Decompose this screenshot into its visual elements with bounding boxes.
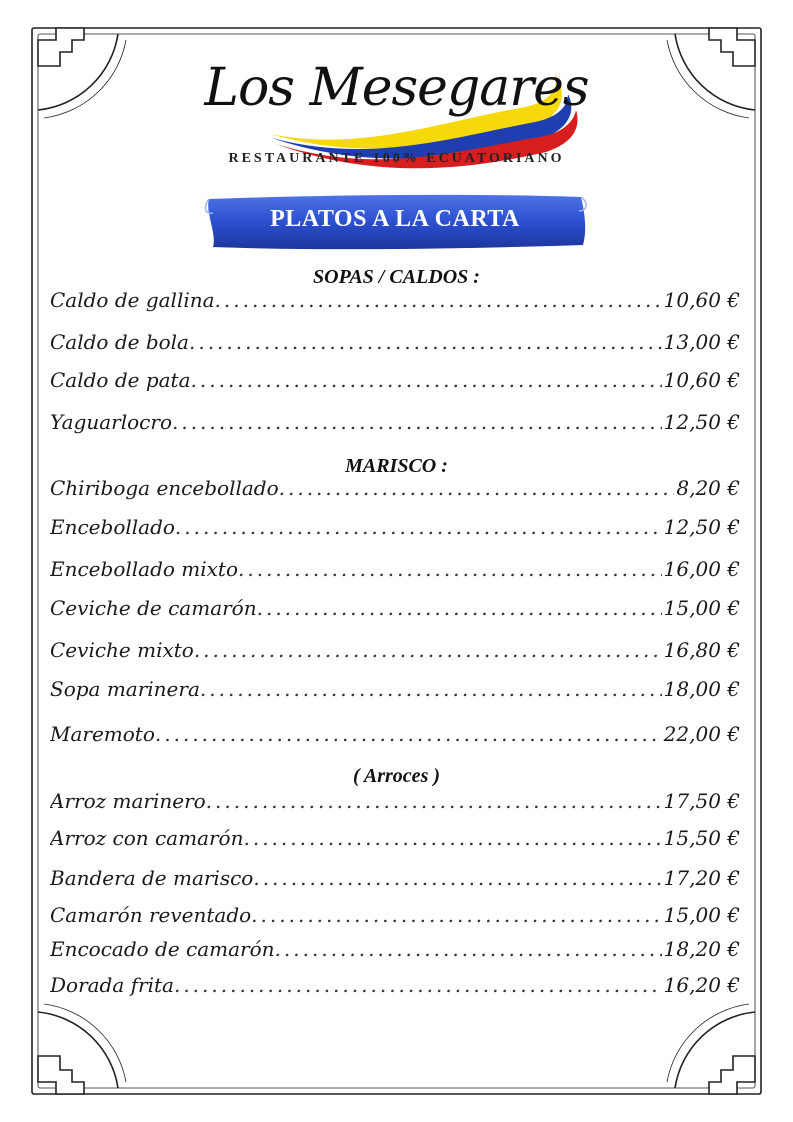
menu-item <box>50 937 740 969</box>
menu-item <box>50 722 740 754</box>
menu-item-name: Encebollado <box>50 515 175 539</box>
menu-item-price: 12,50 € <box>663 515 740 539</box>
menu-item-name: Encebollado mixto <box>50 557 238 581</box>
menu-item-name: Encocado de camarón <box>50 937 275 961</box>
menu-item <box>50 515 740 547</box>
menu-item-name: Chiriboga encebollado <box>50 476 279 500</box>
menu-item <box>50 677 740 709</box>
menu-item <box>50 368 740 400</box>
menu-item-name: Caldo de bola <box>50 330 189 354</box>
menu-item-price: 17,20 € <box>663 866 740 890</box>
menu-item-price: 17,50 € <box>663 789 740 813</box>
menu-item-price: 16,80 € <box>663 638 740 662</box>
menu-item-price: 12,50 € <box>663 410 740 434</box>
menu-item-name: Bandera de marisco <box>50 866 254 890</box>
section-title-arroces: ( Arroces ) <box>352 765 441 787</box>
menu-item-name: Yaguarlocro <box>50 410 172 434</box>
menu-item-price: 15,50 € <box>663 826 740 850</box>
menu-item-price: 15,00 € <box>663 903 740 927</box>
menu-item <box>50 288 740 320</box>
menu-item-price: 13,00 € <box>663 330 740 354</box>
menu-item-price: 8,20 € <box>676 476 740 500</box>
section-title-sopas: SOPAS / CALDOS : <box>313 266 480 288</box>
menu-item-name: Arroz marinero <box>50 789 206 813</box>
section-title-marisco: MARISCO : <box>345 455 448 477</box>
menu-item-price: 18,20 € <box>663 937 740 961</box>
menu-item-name: Maremoto <box>50 722 155 746</box>
menu-item-price: 10,60 € <box>663 288 740 312</box>
menu-item <box>50 826 740 858</box>
menu-item-name: Ceviche mixto <box>50 638 194 662</box>
menu-item-name: Ceviche de camarón <box>50 596 257 620</box>
menu-item-price: 18,00 € <box>663 677 740 701</box>
menu-item-name: Caldo de pata <box>50 368 191 392</box>
menu-item-name: Arroz con camarón <box>50 826 244 850</box>
menu-item <box>50 330 740 362</box>
menu-item <box>50 596 740 628</box>
banner-title: PLATOS A LA CARTA <box>270 206 520 232</box>
menu-item <box>50 410 740 442</box>
menu-item-price: 15,00 € <box>663 596 740 620</box>
menu-item <box>50 638 740 670</box>
menu-item <box>50 557 740 589</box>
menu-item-price: 10,60 € <box>663 368 740 392</box>
menu-item <box>50 973 740 1005</box>
menu-item <box>50 866 740 898</box>
menu-item <box>50 789 740 821</box>
menu-item <box>50 476 740 508</box>
menu-item-name: Camarón reventado <box>50 903 252 927</box>
menu-item-name: Dorada frita <box>50 973 174 997</box>
menu-item-price: 16,00 € <box>663 557 740 581</box>
menu-item-price: 22,00 € <box>663 722 740 746</box>
menu-item-name: Caldo de gallina <box>50 288 215 312</box>
menu-item <box>50 903 740 935</box>
menu-item-price: 16,20 € <box>663 973 740 997</box>
restaurant-tagline: RESTAURANTE 100% ECUATORIANO <box>228 151 565 166</box>
menu-item-name: Sopa marinera <box>50 677 200 701</box>
restaurant-name: Los Mesegares <box>204 58 589 118</box>
